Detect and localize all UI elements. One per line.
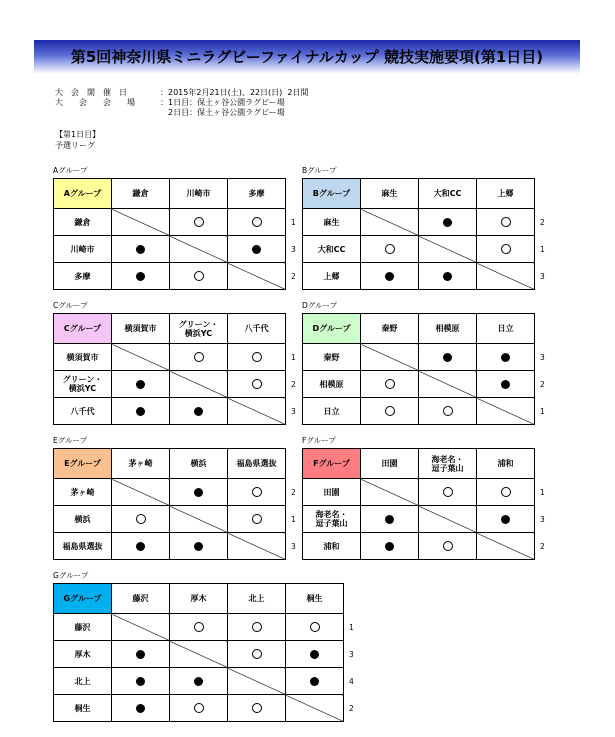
team-row-header: 厚木	[54, 641, 112, 668]
group-header-cell: Cグループ	[54, 314, 112, 344]
table-row	[54, 263, 286, 290]
group-c-label: Cグループ	[53, 301, 88, 310]
table-row	[303, 263, 535, 290]
result-cell	[170, 209, 228, 236]
rank-number: 3	[540, 515, 545, 524]
rank-number: 3	[540, 272, 545, 281]
open-circle-icon	[194, 271, 204, 281]
result-cell	[361, 236, 419, 263]
team-row-header: 浦和	[303, 533, 361, 560]
team-row-header: 横須賀市	[54, 344, 112, 371]
self-match-cell	[361, 479, 419, 506]
result-cell	[286, 668, 344, 695]
result-cell	[477, 344, 535, 371]
team-row-header: 秦野	[303, 344, 361, 371]
result-cell	[477, 506, 535, 533]
date-value: ：2015年2月21日(土)、22日(日) 2日間	[160, 88, 309, 97]
rank-number: 1	[540, 407, 545, 416]
rank-number: 2	[540, 380, 545, 389]
page-title: 第5回神奈川県ミニラグビーファイナルカップ 競技実施要項(第1日目)	[70, 48, 544, 66]
result-cell	[477, 371, 535, 398]
team-column-header: 鎌倉	[112, 179, 170, 209]
table-row	[54, 344, 286, 371]
team-column-header: 浦和	[477, 449, 535, 479]
result-cell	[477, 236, 535, 263]
group-f-label: Fグループ	[302, 436, 336, 445]
self-match-cell	[112, 479, 170, 506]
result-cell	[112, 371, 170, 398]
self-match-cell	[477, 533, 535, 560]
team-row-header: 八千代	[54, 398, 112, 425]
open-circle-icon	[194, 217, 204, 227]
rank-number: 2	[540, 542, 545, 551]
team-row-header: 海老名・ 逗子葉山	[303, 506, 361, 533]
group-b-table	[302, 178, 535, 290]
rank-number: 2	[291, 380, 296, 389]
date-label: 大 会 開 催 日	[55, 88, 127, 97]
result-cell	[419, 209, 477, 236]
open-circle-icon	[252, 703, 262, 713]
open-circle-icon	[310, 622, 320, 632]
result-cell	[228, 371, 286, 398]
result-cell	[361, 371, 419, 398]
filled-circle-icon	[136, 704, 145, 713]
table-row	[303, 209, 535, 236]
open-circle-icon	[194, 703, 204, 713]
result-cell	[477, 209, 535, 236]
result-cell	[228, 641, 286, 668]
result-cell	[170, 533, 228, 560]
team-row-header: 日立	[303, 398, 361, 425]
result-cell	[170, 479, 228, 506]
rank-number: 2	[349, 704, 354, 713]
team-row-header: 横浜	[54, 506, 112, 533]
group-e-label: Eグループ	[53, 436, 88, 445]
open-circle-icon	[252, 217, 262, 227]
open-circle-icon	[443, 487, 453, 497]
team-row-header: 田園	[303, 479, 361, 506]
table-row	[54, 668, 344, 695]
self-match-cell	[112, 209, 170, 236]
result-cell	[361, 263, 419, 290]
open-circle-icon	[385, 244, 395, 254]
self-match-cell	[170, 506, 228, 533]
rank-number: 1	[291, 515, 296, 524]
filled-circle-icon	[136, 650, 145, 659]
rank-number: 1	[540, 488, 545, 497]
open-circle-icon	[136, 514, 146, 524]
open-circle-icon	[194, 352, 204, 362]
filled-circle-icon	[136, 542, 145, 551]
venue-value-day2: 2日目：保土ヶ谷公園ラグビー場	[160, 108, 285, 117]
group-d-table	[302, 313, 535, 425]
self-match-cell	[361, 344, 419, 371]
open-circle-icon	[252, 514, 262, 524]
filled-circle-icon	[194, 677, 203, 686]
filled-circle-icon	[194, 542, 203, 551]
table-row	[54, 641, 344, 668]
result-cell	[170, 398, 228, 425]
venue-label: 大 会 会 場	[55, 98, 135, 107]
team-row-header: 上郷	[303, 263, 361, 290]
team-column-header: 田園	[361, 449, 419, 479]
table-row	[54, 209, 286, 236]
table-row	[303, 344, 535, 371]
league-heading: 予選リーグ	[55, 141, 95, 150]
rank-number: 1	[349, 623, 354, 632]
self-match-cell	[228, 263, 286, 290]
team-row-header: 相模原	[303, 371, 361, 398]
open-circle-icon	[252, 622, 262, 632]
filled-circle-icon	[194, 407, 203, 416]
filled-circle-icon	[501, 353, 510, 362]
open-circle-icon	[385, 379, 395, 389]
team-column-header: グリーン・ 横浜YC	[170, 314, 228, 344]
team-column-header: 八千代	[228, 314, 286, 344]
self-match-cell	[419, 236, 477, 263]
table-row	[303, 533, 535, 560]
group-e-table	[53, 448, 286, 560]
filled-circle-icon	[194, 488, 203, 497]
filled-circle-icon	[443, 272, 452, 281]
team-column-header: 秦野	[361, 314, 419, 344]
group-g-label: Gグループ	[53, 571, 89, 580]
rank-number: 1	[540, 245, 545, 254]
rank-number: 2	[291, 488, 296, 497]
result-cell	[228, 695, 286, 722]
result-cell	[419, 398, 477, 425]
team-column-header: 福島県選抜	[228, 449, 286, 479]
team-row-header: 鎌倉	[54, 209, 112, 236]
filled-circle-icon	[501, 380, 510, 389]
result-cell	[419, 344, 477, 371]
table-row	[54, 614, 344, 641]
venue-value-day1: ：1日目：保土ヶ谷公園ラグビー場	[160, 98, 285, 107]
team-row-header: 藤沢	[54, 614, 112, 641]
team-column-header: 桐生	[286, 584, 344, 614]
rank-number: 3	[540, 353, 545, 362]
table-row	[303, 371, 535, 398]
filled-circle-icon	[136, 677, 145, 686]
team-row-header: 桐生	[54, 695, 112, 722]
self-match-cell	[170, 236, 228, 263]
day-heading: 【第1日目】	[55, 130, 101, 139]
result-cell	[361, 533, 419, 560]
rank-number: 2	[291, 272, 296, 281]
rank-number: 3	[291, 407, 296, 416]
open-circle-icon	[501, 487, 511, 497]
team-column-header: 川崎市	[170, 179, 228, 209]
group-f-table	[302, 448, 535, 560]
filled-circle-icon	[443, 353, 452, 362]
result-cell	[286, 641, 344, 668]
open-circle-icon	[194, 622, 204, 632]
team-column-header: 茅ヶ崎	[112, 449, 170, 479]
team-row-header: 北上	[54, 668, 112, 695]
team-column-header: 横浜	[170, 449, 228, 479]
result-cell	[228, 479, 286, 506]
team-column-header: 麻生	[361, 179, 419, 209]
self-match-cell	[228, 533, 286, 560]
group-d-label: Dグループ	[302, 301, 338, 310]
result-cell	[361, 398, 419, 425]
self-match-cell	[228, 668, 286, 695]
team-column-header: 藤沢	[112, 584, 170, 614]
team-column-header: 横須賀市	[112, 314, 170, 344]
open-circle-icon	[385, 406, 395, 416]
open-circle-icon	[443, 541, 453, 551]
team-row-header: 多摩	[54, 263, 112, 290]
result-cell	[170, 263, 228, 290]
result-cell	[228, 236, 286, 263]
result-cell	[112, 533, 170, 560]
filled-circle-icon	[136, 245, 145, 254]
table-row	[303, 479, 535, 506]
result-cell	[112, 668, 170, 695]
team-column-header: 厚木	[170, 584, 228, 614]
result-cell	[112, 506, 170, 533]
self-match-cell	[228, 398, 286, 425]
team-row-header: 麻生	[303, 209, 361, 236]
result-cell	[170, 344, 228, 371]
open-circle-icon	[252, 487, 262, 497]
filled-circle-icon	[136, 272, 145, 281]
table-row	[303, 236, 535, 263]
result-cell	[361, 506, 419, 533]
self-match-cell	[361, 209, 419, 236]
result-cell	[112, 695, 170, 722]
group-header-cell: Gグループ	[54, 584, 112, 614]
rank-number: 1	[291, 218, 296, 227]
rank-number: 4	[349, 677, 354, 686]
group-header-cell: Aグループ	[54, 179, 112, 209]
self-match-cell	[112, 614, 170, 641]
open-circle-icon	[252, 352, 262, 362]
rank-number: 1	[291, 353, 296, 362]
table-row	[54, 236, 286, 263]
table-row	[303, 506, 535, 533]
open-circle-icon	[252, 649, 262, 659]
table-row	[54, 695, 344, 722]
self-match-cell	[112, 344, 170, 371]
filled-circle-icon	[385, 272, 394, 281]
table-row	[54, 398, 286, 425]
group-header-cell: Bグループ	[303, 179, 361, 209]
group-header-cell: Fグループ	[303, 449, 361, 479]
result-cell	[286, 614, 344, 641]
team-row-header: 大和CC	[303, 236, 361, 263]
team-column-header: 大和CC	[419, 179, 477, 209]
group-g-table	[53, 583, 344, 722]
result-cell	[112, 641, 170, 668]
rank-number: 3	[291, 542, 296, 551]
result-cell	[170, 614, 228, 641]
result-cell	[112, 236, 170, 263]
rank-number: 3	[349, 650, 354, 659]
result-cell	[112, 263, 170, 290]
group-header-cell: Eグループ	[54, 449, 112, 479]
table-row	[303, 398, 535, 425]
table-row	[54, 506, 286, 533]
result-cell	[419, 533, 477, 560]
team-row-header: 川崎市	[54, 236, 112, 263]
result-cell	[419, 263, 477, 290]
result-cell	[477, 479, 535, 506]
team-column-header: 日立	[477, 314, 535, 344]
open-circle-icon	[501, 217, 511, 227]
filled-circle-icon	[136, 407, 145, 416]
rank-number: 2	[540, 218, 545, 227]
self-match-cell	[419, 506, 477, 533]
result-cell	[419, 479, 477, 506]
filled-circle-icon	[385, 515, 394, 524]
result-cell	[112, 398, 170, 425]
team-column-header: 海老名・ 逗子葉山	[419, 449, 477, 479]
team-row-header: 福島県選抜	[54, 533, 112, 560]
filled-circle-icon	[443, 218, 452, 227]
open-circle-icon	[252, 379, 262, 389]
table-row	[54, 479, 286, 506]
result-cell	[228, 209, 286, 236]
self-match-cell	[170, 371, 228, 398]
result-cell	[170, 695, 228, 722]
self-match-cell	[286, 695, 344, 722]
open-circle-icon	[501, 244, 511, 254]
group-a-label: Aグループ	[53, 166, 88, 175]
filled-circle-icon	[136, 380, 145, 389]
team-column-header: 多摩	[228, 179, 286, 209]
result-cell	[228, 614, 286, 641]
result-cell	[228, 344, 286, 371]
result-cell	[170, 668, 228, 695]
rank-number: 3	[291, 245, 296, 254]
table-row	[54, 533, 286, 560]
self-match-cell	[477, 398, 535, 425]
team-column-header: 上郷	[477, 179, 535, 209]
filled-circle-icon	[310, 650, 319, 659]
self-match-cell	[477, 263, 535, 290]
group-b-label: Bグループ	[302, 166, 337, 175]
table-row	[54, 371, 286, 398]
filled-circle-icon	[310, 677, 319, 686]
team-column-header: 北上	[228, 584, 286, 614]
group-a-table	[53, 178, 286, 290]
group-c-table	[53, 313, 286, 425]
self-match-cell	[170, 641, 228, 668]
team-row-header: 茅ヶ崎	[54, 479, 112, 506]
team-column-header: 相模原	[419, 314, 477, 344]
self-match-cell	[419, 371, 477, 398]
group-header-cell: Dグループ	[303, 314, 361, 344]
filled-circle-icon	[252, 245, 261, 254]
filled-circle-icon	[385, 542, 394, 551]
open-circle-icon	[443, 406, 453, 416]
result-cell	[228, 506, 286, 533]
filled-circle-icon	[501, 515, 510, 524]
team-row-header: グリーン・ 横浜YC	[54, 371, 112, 398]
